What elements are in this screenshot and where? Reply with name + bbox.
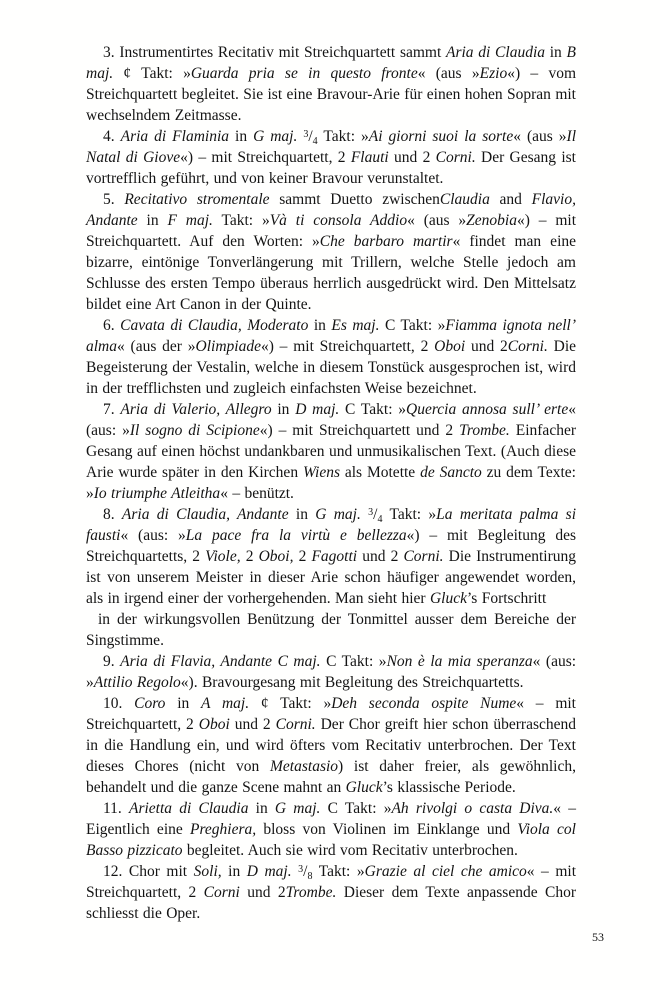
italic-text-run: Cavata di Claudia, Moderato [120, 317, 309, 334]
italic-text-run: C maj. [277, 653, 321, 670]
text-run: Takt: » [312, 863, 365, 880]
paragraph [86, 189, 576, 315]
text-run: bloss von Violinen im Einklange und [256, 821, 518, 838]
text-run: « – mit Streichquartett, 2 [86, 863, 577, 901]
text-run: « – benützt. [220, 485, 294, 502]
page-number: 53 [592, 930, 604, 944]
italic-text-run: Wiens [302, 464, 340, 481]
italic-text-run: G maj. [253, 128, 298, 145]
italic-text-run: Flavio, Andante [86, 191, 576, 229]
text-run: in [545, 44, 567, 61]
italic-text-run: Coro [134, 695, 166, 712]
italic-text-run: G maj. [274, 800, 321, 817]
italic-text-run: Il Natal di Giove [86, 128, 577, 166]
italic-text-run: Fiamma ignota nell’ alma [86, 317, 577, 355]
text-run: 2 [293, 548, 312, 565]
time-signature-fraction: $^3/_4$ [303, 128, 318, 147]
paragraph [86, 399, 576, 504]
text-run: « (aus » [417, 65, 480, 82]
italic-text-run: A maj. [201, 695, 250, 712]
italic-text-run: Corni. [507, 338, 548, 355]
italic-text-run: Corni. [435, 149, 476, 166]
text-run: 10. [103, 695, 135, 712]
text-run: «) – mit Begleitung des Streichquartetts, 2 [86, 527, 576, 565]
paragraph [86, 609, 576, 651]
text-run: ’s Fortschritt [466, 590, 547, 607]
paragraph [86, 693, 576, 798]
italic-text-run: Aria di Flaminia [120, 128, 230, 145]
italic-text-run: Che barbaro martir [319, 233, 453, 250]
text-run: Die Begeisterung der Vestalin, welche in diesem Tonstück ausgesprochen ist, wird in der trefflichsten und zugleich einfachsten Weise bezeichnet. [86, 338, 577, 397]
italic-text-run: G maj. [315, 506, 361, 523]
text-run: Takt: » [317, 128, 369, 145]
italic-text-run: D maj. [295, 401, 340, 418]
italic-text-run: Preghiera, [189, 821, 257, 838]
italic-text-run: Claudia [439, 191, 490, 208]
text-run: «). Bravourgesang mit Begleitung des Streichquartetts. [180, 674, 524, 691]
text-run: in der wirkungsvollen Benützung der Tonmittel ausser dem Bereiche der Singstimme. [86, 611, 576, 649]
paragraph [86, 126, 576, 189]
italic-text-run: Corni [203, 884, 240, 901]
time-signature-fraction: $^3/_4$ [368, 506, 383, 525]
italic-text-run: Oboi [434, 338, 466, 355]
text-run: 12. Chor mit [103, 863, 194, 880]
text-run: C Takt: » [320, 800, 392, 817]
text-run: « (aus: » [86, 401, 576, 439]
text-run: C Takt: » [379, 317, 446, 334]
text-run: « findet man eine bizarre, eintönige Tonverlängerung mit Trillern, welche Stelle jedoch am Schlusse des ersten Tempo überaus herrlich ausgedrückt wird. Den Mittelsatz bildet eine Art Canon in der Quinte. [86, 233, 576, 313]
italic-text-run: Flauti [350, 149, 389, 166]
text-run: Die Instrumentirung ist von unserem Meister in dieser Arie schon häufiger angewendet worden, als in irgend einer der vorhergehenden. Man sieht hier [86, 548, 577, 607]
italic-text-run: Non è la mia speranza [386, 653, 533, 670]
italic-text-run: Corni. [403, 548, 444, 565]
text-run: ’s klassische Periode. [382, 779, 516, 796]
italic-text-run: Quercia annosa sull’ erte [406, 401, 569, 418]
text-run: 4. [103, 128, 121, 145]
italic-text-run: Deh seconda ospite Nume [331, 695, 517, 712]
text-run: begleitet. Auch sie wird vom Recitativ unterbrochen. [182, 842, 518, 859]
time-signature-fraction: $^3/_8$ [298, 863, 313, 882]
italic-text-run: Aria di Claudia, Andante [121, 506, 289, 523]
italic-text-run: Viole, [205, 548, 241, 565]
text-run: 6. [103, 317, 121, 334]
text-run: als Motette [339, 464, 421, 481]
text-run: 9. [103, 653, 121, 670]
text-run: und 2 [239, 884, 286, 901]
paragraph [86, 42, 576, 126]
italic-text-run: Ezio [479, 65, 508, 82]
italic-text-run: F maj. [167, 212, 213, 229]
text-run: « (aus » [407, 212, 467, 229]
italic-text-run: Trombe. [459, 422, 510, 439]
text-run: « (aus der » [117, 338, 196, 355]
text-run: in [137, 212, 168, 229]
text-run: 5. [103, 191, 125, 208]
text-run: in [271, 401, 296, 418]
italic-text-run: La pace fra la virtù e bellezza [185, 527, 407, 544]
italic-text-run: Gluck [345, 779, 383, 796]
italic-text-run: Aria di Claudia [446, 44, 546, 61]
text-run: « – mit Streichquartett, 2 [86, 695, 576, 733]
italic-text-run: Ai giorni suoi la sorte [368, 128, 514, 145]
italic-text-run: Recitativo stromentale [124, 191, 270, 208]
italic-text-run: Và ti consola Addio [269, 212, 408, 229]
text-run: ¢ Takt: » [249, 695, 332, 712]
text-run: in [248, 800, 275, 817]
italic-text-run: Zenobia [466, 212, 517, 229]
text-run: Takt: » [382, 506, 437, 523]
text-run: C Takt: » [320, 653, 387, 670]
italic-text-run: Attilio Regolo [93, 674, 181, 691]
italic-text-run: de Sancto [420, 464, 482, 481]
italic-text-run: Soli, [193, 863, 222, 880]
paragraph [86, 315, 576, 399]
italic-text-run: Aria di Valerio, Allegro [120, 401, 272, 418]
text-run: und 2 [229, 716, 276, 733]
italic-text-run: Viola col Basso pizzicato [86, 821, 576, 859]
text-run: und 2 [388, 149, 436, 166]
text-run: 2 [240, 548, 259, 565]
text-run: 7. [103, 401, 121, 418]
text-run: «) – mit Streichquartett, 2 [180, 149, 351, 166]
italic-text-run: Es maj. [331, 317, 380, 334]
paragraph [86, 798, 576, 861]
text-run: 11. [103, 800, 129, 817]
text-run: zu dem Texte: » [86, 464, 576, 502]
italic-text-run: Oboi, [258, 548, 294, 565]
italic-text-run: Grazie al ciel che amico [364, 863, 527, 880]
text-run: in [308, 317, 332, 334]
italic-text-run: Trombe. [285, 884, 337, 901]
paragraph [86, 861, 576, 924]
italic-text-run: Oboi [198, 716, 230, 733]
text-run: « – Eigentlich eine [86, 800, 576, 838]
text-run: «) – vom Streichquartett begleitet. Sie ist eine Bravour-Arie für einen hohen Sopran mit wechselndem Zeitmasse. [86, 65, 577, 124]
italic-text-run: Io triumphe Atleitha [93, 485, 221, 502]
text-run: in [229, 128, 254, 145]
text-run: sammt Duetto zwischen [269, 191, 440, 208]
text-run: ) ist daher freier, als gewöhnlich, behandelt und die ganze Scene mahnt an [86, 758, 576, 796]
text-run: «) – mit Streichquartett. Auf den Worten: » [86, 212, 577, 250]
text-run: « (aus: » [120, 527, 186, 544]
text-run: 8. [103, 506, 122, 523]
italic-text-run: Guarda pria se in questo fronte [190, 65, 418, 82]
italic-text-run: Corni. [275, 716, 316, 733]
italic-text-run: Fagotti [311, 548, 358, 565]
paragraph [86, 651, 576, 693]
paragraph [86, 504, 576, 609]
italic-text-run: D maj. [246, 863, 292, 880]
text-run: «) – mit Streichquartett und 2 [259, 422, 460, 439]
text-run: and [489, 191, 532, 208]
text-run: Dieser dem Texte anpassende Chor schliesst die Oper. [86, 884, 576, 922]
text-run: Der Gesang ist vortrefflich geführt, und von keiner Bravour verunstaltet. [86, 149, 576, 187]
italic-text-run: Olimpiade [195, 338, 261, 355]
italic-text-run: Ah rivolgi o casta Diva. [391, 800, 554, 817]
text-block [86, 42, 576, 924]
italic-text-run: Arietta di Claudia [129, 800, 249, 817]
italic-text-run: Metastasio [270, 758, 339, 775]
italic-text-run: Aria di Flavia, Andante [120, 653, 273, 670]
text-run: « (aus » [513, 128, 567, 145]
text-run: und 2 [357, 548, 404, 565]
text-run: C Takt: » [339, 401, 407, 418]
italic-text-run: B maj. [86, 44, 576, 82]
text-run: Der Chor greift hier schon überraschend in die Handlung ein, und wird öfters vom Recitativ unterbrochen. Der Text dieses Chores (nicht von [86, 716, 577, 775]
text-run: «) – mit Streichquartett, 2 [260, 338, 435, 355]
text-run: 3. Instrumentirtes Recitativ mit Streichquartett sammt [103, 44, 446, 61]
italic-text-run: Il sogno di Scipione [129, 422, 260, 439]
text-run: in [221, 863, 247, 880]
text-run: ¢ Takt: » [113, 65, 191, 82]
text-run: Einfacher Gesang auf einen höchst undankbaren und unmusikalischen Text. (Auch diese Arie wurde später in den Kirchen [86, 422, 576, 481]
text-run: Takt: » [212, 212, 270, 229]
text-run: in [288, 506, 316, 523]
text-run: « (aus: » [86, 653, 577, 691]
text-run: und 2 [465, 338, 508, 355]
italic-text-run: La meritata palma si fausti [86, 506, 577, 544]
italic-text-run: Gluck [429, 590, 467, 607]
text-run: in [165, 695, 202, 712]
